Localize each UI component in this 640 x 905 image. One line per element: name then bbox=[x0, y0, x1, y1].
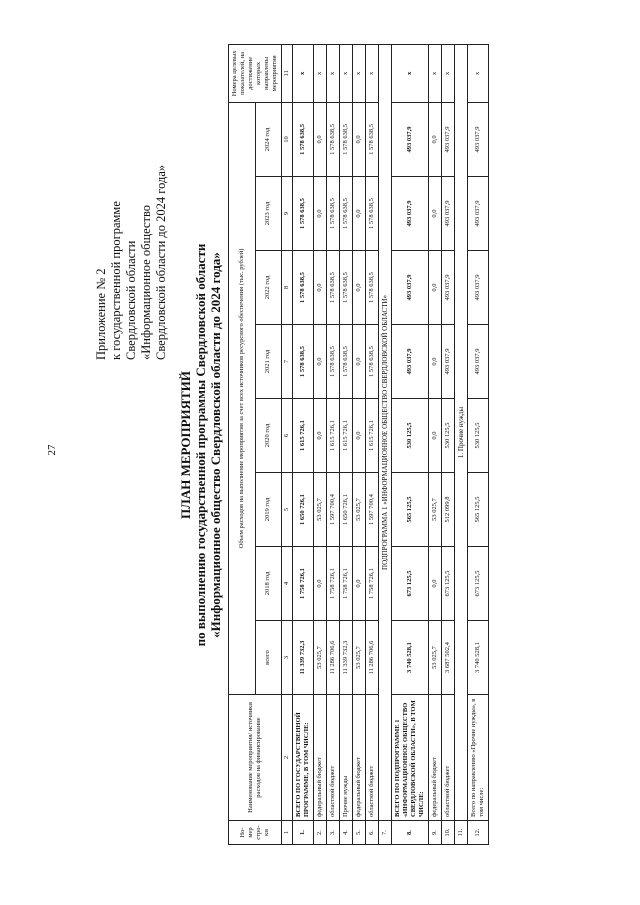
row-year-value: 493 037,9 bbox=[442, 177, 455, 251]
row-year-value: 1 758 726,1 bbox=[340, 547, 353, 621]
row-year-value: 1 578 638,5 bbox=[340, 251, 353, 325]
row-year-value: 512 099,8 bbox=[442, 473, 455, 547]
row-name: областной бюджет bbox=[366, 695, 379, 821]
column-number: 6 bbox=[282, 399, 293, 473]
row-year-value: 493 037,9 bbox=[442, 251, 455, 325]
table-row bbox=[468, 44, 489, 844]
row-targets: х bbox=[353, 44, 366, 102]
appendix-line: «Информационное общество bbox=[139, 204, 153, 360]
row-number: 6. bbox=[366, 821, 379, 845]
row-year-value: 493 037,9 bbox=[468, 325, 489, 399]
row-year-value: 1 650 726,1 bbox=[340, 473, 353, 547]
appendix-line: Свердловской области до 2024 года» bbox=[154, 164, 168, 360]
row-name: федеральный бюджет bbox=[353, 695, 366, 821]
row-number: 5. bbox=[353, 821, 366, 845]
table-row bbox=[392, 44, 429, 844]
row-total: 11 286 706,6 bbox=[327, 621, 340, 695]
row-targets: х bbox=[327, 44, 340, 102]
row-targets: х bbox=[366, 44, 379, 102]
row-total: 53 025,7 bbox=[429, 621, 442, 695]
page-number: 27 bbox=[46, 444, 58, 456]
row-year-value: 493 037,9 bbox=[468, 177, 489, 251]
row-year-value: 1 578 638,5 bbox=[293, 251, 314, 325]
column-number: 8 bbox=[282, 251, 293, 325]
row-year-value: 0,0 bbox=[353, 177, 366, 251]
row-targets: х bbox=[340, 44, 353, 102]
row-year-value: 493 037,9 bbox=[468, 251, 489, 325]
table-row bbox=[429, 44, 442, 844]
row-year-value: 1 578 638,5 bbox=[327, 325, 340, 399]
row-targets: х bbox=[314, 44, 327, 102]
table-row bbox=[366, 44, 379, 844]
row-number: 12. bbox=[468, 821, 489, 845]
row-year-value: 0,0 bbox=[314, 251, 327, 325]
header-targets: Номера целевых показателей, на достижение которых направлены мероприятия bbox=[229, 44, 282, 102]
row-targets: х bbox=[442, 44, 455, 102]
row-name: федеральный бюджет bbox=[314, 695, 327, 821]
header-year: 2023 год bbox=[255, 177, 282, 251]
section-title: 1. Прочие нужды bbox=[455, 44, 468, 820]
row-year-value: 1 758 726,1 bbox=[327, 547, 340, 621]
row-year-value: 1 578 638,5 bbox=[366, 325, 379, 399]
header-row-number: Но-мер стро-ки bbox=[229, 821, 282, 845]
row-number: 2. bbox=[314, 821, 327, 845]
appendix-line: Приложение № 2 bbox=[94, 268, 108, 360]
row-year-value: 493 037,9 bbox=[392, 102, 429, 176]
table-body bbox=[293, 44, 489, 844]
row-year-value: 0,0 bbox=[429, 399, 442, 473]
table-row bbox=[314, 44, 327, 844]
row-total: 11 339 732,3 bbox=[340, 621, 353, 695]
row-name: Всего по направлению «Прочие нужды», в том числе: bbox=[468, 695, 489, 821]
row-year-value: 0,0 bbox=[429, 325, 442, 399]
row-year-value: 1 578 638,5 bbox=[340, 102, 353, 176]
row-name: Прочие нужды bbox=[340, 695, 353, 821]
row-name: областной бюджет bbox=[442, 695, 455, 821]
row-year-value: 1 615 726,1 bbox=[293, 399, 314, 473]
appendix-line: Свердловской области bbox=[124, 240, 138, 360]
row-year-value: 0,0 bbox=[429, 177, 442, 251]
section-row-subprogram bbox=[379, 44, 392, 844]
row-year-value: 673 125,5 bbox=[468, 547, 489, 621]
row-total: 11 339 732,3 bbox=[293, 621, 314, 695]
row-year-value: 1 615 726,1 bbox=[366, 399, 379, 473]
row-year-value: 530 125,5 bbox=[442, 399, 455, 473]
header-year: 2020 год bbox=[255, 399, 282, 473]
row-targets: х bbox=[468, 44, 489, 102]
row-year-value: 0,0 bbox=[314, 325, 327, 399]
row-year-value: 1 650 726,1 bbox=[293, 473, 314, 547]
column-number: 7 bbox=[282, 325, 293, 399]
row-year-value: 1 578 638,5 bbox=[327, 102, 340, 176]
column-number: 1 bbox=[282, 821, 293, 845]
row-year-value: 530 125,5 bbox=[468, 399, 489, 473]
plan-heading bbox=[178, 30, 223, 860]
row-number: 1. bbox=[293, 821, 314, 845]
row-year-value: 0,0 bbox=[429, 547, 442, 621]
row-year-value: 1 597 700,4 bbox=[366, 473, 379, 547]
appendix-note bbox=[94, 40, 169, 360]
row-number: 8. bbox=[392, 821, 429, 845]
column-number: 11 bbox=[282, 44, 293, 102]
row-year-value: 0,0 bbox=[314, 547, 327, 621]
row-year-value: 1 578 638,5 bbox=[340, 177, 353, 251]
header-year: 2021 год bbox=[255, 325, 282, 399]
row-year-value: 1 758 726,1 bbox=[366, 547, 379, 621]
row-year-value: 0,0 bbox=[314, 177, 327, 251]
row-targets: х bbox=[392, 44, 429, 102]
row-year-value: 0,0 bbox=[353, 251, 366, 325]
row-total: 3 687 502,4 bbox=[442, 621, 455, 695]
row-year-value: 493 037,9 bbox=[442, 325, 455, 399]
title-line: ПЛАН МЕРОПРИЯТИЙ bbox=[178, 371, 193, 519]
row-year-value: 1 578 638,5 bbox=[340, 325, 353, 399]
row-name: ВСЕГО ПО ГОСУДАРСТВЕННОЙ ПРОГРАММЕ, В ТОМ ЧИСЛЕ: bbox=[293, 695, 314, 821]
column-number: 9 bbox=[282, 177, 293, 251]
section-title: ПОДПРОГРАММА 1 «ИНФОРМАЦИОННОЕ ОБЩЕСТВО СВЕРДЛОВСКОЙ ОБЛАСТИ» bbox=[379, 44, 392, 820]
row-year-value: 530 125,5 bbox=[392, 399, 429, 473]
row-number: 9. bbox=[429, 821, 442, 845]
row-year-value: 1 578 638,5 bbox=[327, 177, 340, 251]
row-year-value: 1 578 638,5 bbox=[327, 251, 340, 325]
row-year-value: 0,0 bbox=[353, 399, 366, 473]
header-year: 2018 год bbox=[255, 547, 282, 621]
table-row bbox=[293, 44, 314, 844]
row-total: 53 025,7 bbox=[314, 621, 327, 695]
row-year-value: 1 578 638,5 bbox=[366, 251, 379, 325]
row-year-value: 565 125,5 bbox=[392, 473, 429, 547]
row-number: 4. bbox=[340, 821, 353, 845]
row-year-value: 493 037,9 bbox=[392, 177, 429, 251]
row-name: ВСЕГО ПО ПОДПРОГРАММЕ 1 «ИНФОРМАЦИОННОЕ ОБЩЕСТВО СВЕРДЛОВСКОЙ ОБЛАСТИ», В ТОМ ЧИСЛЕ: bbox=[392, 695, 429, 821]
row-year-value: 53 025,7 bbox=[353, 473, 366, 547]
row-year-value: 493 037,9 bbox=[392, 325, 429, 399]
section-row-direction bbox=[455, 44, 468, 844]
title-line: по выполнению государственной программы Свердловской области bbox=[193, 243, 208, 647]
table-row bbox=[327, 44, 340, 844]
row-year-value: 1 578 638,5 bbox=[366, 177, 379, 251]
row-year-value: 493 037,9 bbox=[442, 102, 455, 176]
row-name: областной бюджет bbox=[327, 695, 340, 821]
row-year-value: 673 125,5 bbox=[392, 547, 429, 621]
row-total: 3 740 528,1 bbox=[468, 621, 489, 695]
column-number: 10 bbox=[282, 102, 293, 176]
row-year-value: 565 125,5 bbox=[468, 473, 489, 547]
title-line: «Информационное общество Свердловской области до 2024 года» bbox=[208, 252, 223, 638]
row-number: 3. bbox=[327, 821, 340, 845]
row-total: 3 740 528,1 bbox=[392, 621, 429, 695]
header-year: 2022 год bbox=[255, 251, 282, 325]
row-number: 10. bbox=[442, 821, 455, 845]
rotated-landscape-content bbox=[90, 30, 560, 860]
row-year-value: 1 615 726,1 bbox=[340, 399, 353, 473]
header-year: 2024 год bbox=[255, 102, 282, 176]
column-number: 2 bbox=[282, 695, 293, 821]
table-row bbox=[340, 44, 353, 844]
column-number: 3 bbox=[282, 621, 293, 695]
row-number: 11. bbox=[455, 821, 468, 845]
header-funding-group: Объем расходов на выполнение мероприятия за счет всех источников ресурсного обеспечения (тыс. рублей) bbox=[229, 102, 256, 694]
row-year-value: 1 578 638,5 bbox=[293, 102, 314, 176]
row-year-value: 0,0 bbox=[353, 325, 366, 399]
row-year-value: 1 615 726,1 bbox=[327, 399, 340, 473]
table-row bbox=[442, 44, 455, 844]
row-total: 53 025,7 bbox=[353, 621, 366, 695]
row-year-value: 0,0 bbox=[429, 251, 442, 325]
header-year: 2019 год bbox=[255, 473, 282, 547]
row-year-value: 0,0 bbox=[429, 102, 442, 176]
row-year-value: 0,0 bbox=[314, 102, 327, 176]
header-name: Наименование мероприятия/ источники расходов на финансирование bbox=[229, 695, 282, 821]
row-year-value: 0,0 bbox=[314, 399, 327, 473]
row-year-value: 673 125,5 bbox=[442, 547, 455, 621]
row-year-value: 1 758 726,1 bbox=[293, 547, 314, 621]
row-year-value: 53 025,7 bbox=[429, 473, 442, 547]
table-row bbox=[353, 44, 366, 844]
row-targets: х bbox=[293, 44, 314, 102]
header-total: всего bbox=[255, 621, 282, 695]
row-year-value: 493 037,9 bbox=[468, 102, 489, 176]
appendix-line: к государственной программе bbox=[109, 201, 123, 360]
row-targets: х bbox=[429, 44, 442, 102]
row-year-value: 1 597 700,4 bbox=[327, 473, 340, 547]
column-number: 4 bbox=[282, 547, 293, 621]
row-number: 7. bbox=[379, 821, 392, 845]
row-year-value: 1 578 638,5 bbox=[366, 102, 379, 176]
row-year-value: 0,0 bbox=[353, 102, 366, 176]
row-year-value: 53 025,7 bbox=[314, 473, 327, 547]
row-year-value: 1 578 638,5 bbox=[293, 325, 314, 399]
row-name: федеральный бюджет bbox=[429, 695, 442, 821]
column-number: 5 bbox=[282, 473, 293, 547]
row-year-value: 0,0 bbox=[353, 547, 366, 621]
row-year-value: 493 037,9 bbox=[392, 251, 429, 325]
plan-table bbox=[228, 44, 489, 845]
row-total: 11 286 706,6 bbox=[366, 621, 379, 695]
row-year-value: 1 578 638,5 bbox=[293, 177, 314, 251]
